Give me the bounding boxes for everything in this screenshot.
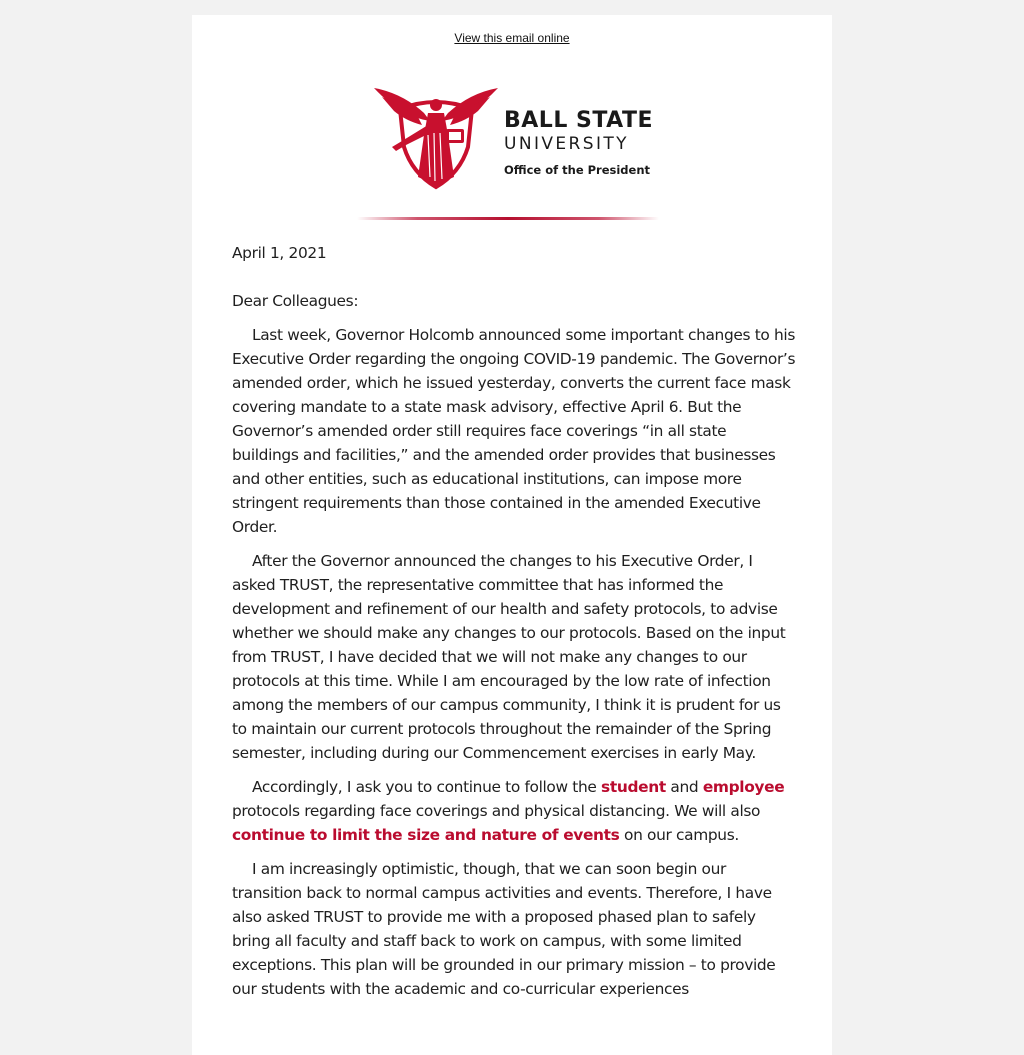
employee-protocols-link[interactable]: employee bbox=[702, 778, 785, 796]
events-limit-link[interactable]: continue to limit the size and nature of events bbox=[232, 826, 620, 844]
letter-paragraph-2: After the Governor announced the changes to his Executive Order, I asked TRUST, the representative committee that has informed the development and refinement of our health and safety protocols, to advise whether we should make any changes to our protocols. Based on the input from TRUST, I have decided that we will not make any changes to our protocols at this time. While I am encouraged by the low rate of infection among the members of our campus community, I think it is prudent for us to maintain our current protocols throughout the remainder of the Spring semester, including during our Commencement exercises in early May. bbox=[232, 552, 786, 762]
letter-salutation: Dear Colleagues: bbox=[232, 292, 359, 310]
logo-university: UNIVERSITY bbox=[504, 134, 629, 154]
letter-paragraph-4: I am increasingly optimistic, though, that we can soon begin our transition back to normal campus activities and events. Therefore, I have also asked TRUST to provide me with a proposed phased plan to safely bring all faculty and staff back to work on campus, with some limited exceptions. This plan will be grounded in our primary mission – to provide our students with the academic and co-curricular experiences bbox=[232, 860, 776, 998]
logo-wordmark bbox=[504, 109, 653, 178]
p3-text-2: and bbox=[665, 778, 703, 796]
p3-text-1: Accordingly, I ask you to continue to follow the bbox=[252, 778, 602, 796]
p3-text-3: protocols regarding face coverings and physical distancing. We will also bbox=[232, 802, 761, 820]
logo-ball-state: BALL STATE bbox=[504, 108, 653, 133]
ball-state-logo bbox=[372, 85, 662, 195]
letter-paragraph-3 bbox=[232, 775, 796, 847]
letter-body bbox=[232, 241, 796, 1011]
logo-office-of-president: Office of the President bbox=[504, 163, 651, 177]
letter-date: April 1, 2021 bbox=[232, 244, 327, 262]
view-email-online-link[interactable]: View this email online bbox=[454, 31, 570, 45]
email-card bbox=[192, 15, 832, 1055]
cardinal-shield-icon bbox=[372, 85, 500, 191]
p3-text-4: on our campus. bbox=[619, 826, 739, 844]
letter-paragraph-1: Last week, Governor Holcomb announced some important changes to his Executive Order regarding the ongoing COVID-19 pandemic. The Governor’s amended order, which he issued yesterday, converts the current face mask covering mandate to a state mask advisory, effective April 6. But the Governor’s amended order still requires face coverings “in all state buildings and facilities,” and the amended order provides that businesses and other entities, such as educational institutions, can impose more stringent requirements than those contained in the amended Executive Order. bbox=[232, 326, 796, 536]
student-protocols-link[interactable]: student bbox=[601, 778, 666, 796]
header-divider bbox=[357, 217, 659, 220]
view-online-bar bbox=[192, 30, 832, 46]
